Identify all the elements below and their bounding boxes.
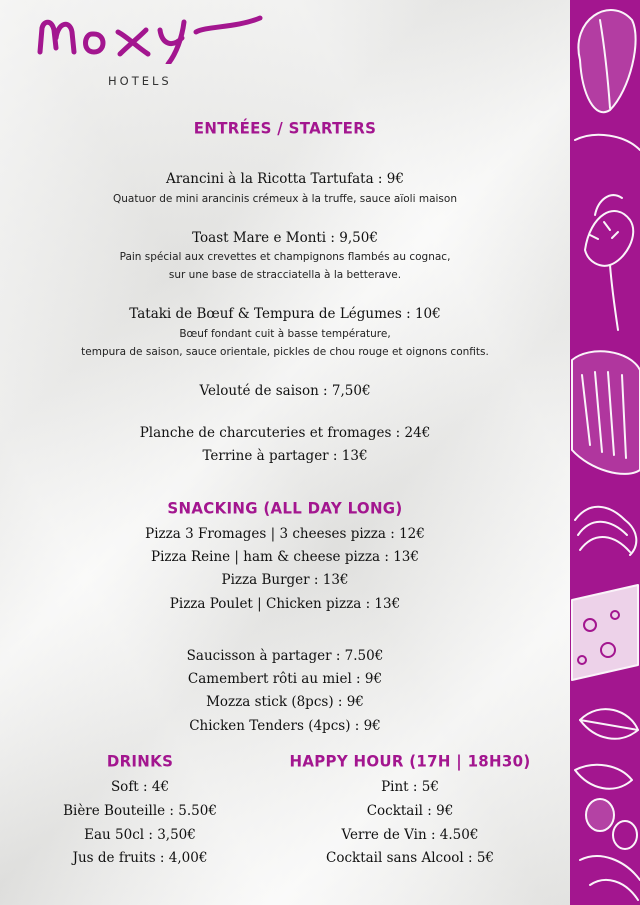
drink-item: Bière Bouteille : 5.50€	[63, 803, 217, 819]
snack-item: Pizza Reine | ham & cheese pizza : 13€	[151, 549, 419, 565]
happy-hour-item: Cocktail sans Alcool : 5€	[326, 850, 494, 866]
snacking-heading: SNACKING (ALL DAY LONG)	[167, 498, 403, 518]
starter-desc-toast-1: Pain spécial aux crevettes et champignons flambés au cognac,	[119, 251, 451, 263]
starter-item-arancini: Arancini à la Ricotta Tartufata : 9€	[166, 171, 404, 187]
food-doodle-icon	[570, 0, 640, 905]
drink-item: Jus de fruits : 4,00€	[72, 850, 208, 866]
starter-desc-tataki-2: tempura de saison, sauce orientale, pickles de chou rouge et oignons confits.	[81, 346, 489, 358]
starter-item-tataki: Tataki de Bœuf & Tempura de Légumes : 10€	[129, 306, 441, 322]
snack-item: Pizza Burger : 13€	[221, 572, 349, 588]
drinks-heading: DRINKS	[106, 751, 174, 771]
happy-hour-item: Pint : 5€	[381, 779, 439, 795]
drink-item: Soft : 4€	[110, 779, 170, 795]
snack-item: Pizza Poulet | Chicken pizza : 13€	[169, 596, 401, 612]
starters-heading: ENTRÉES / STARTERS	[193, 118, 377, 138]
moxy-wordmark-icon	[36, 8, 276, 64]
logo-subtitle: HOTELS	[108, 74, 172, 88]
snack-item: Camembert rôti au miel : 9€	[187, 671, 383, 687]
snack-item: Mozza stick (8pcs) : 9€	[206, 694, 364, 710]
starter-desc-toast-2: sur une base de stracciatella à la betterave.	[168, 269, 402, 281]
moxy-logo	[36, 8, 276, 88]
starter-item-toast: Toast Mare e Monti : 9,50€	[192, 230, 378, 246]
happy-hour-item: Cocktail : 9€	[366, 803, 454, 819]
starter-desc-arancini: Quatuor de mini arancinis crémeux à la truffe, sauce aïoli maison	[113, 193, 457, 205]
happy-hour-item: Verre de Vin : 4.50€	[341, 827, 479, 843]
starter-item-veloute: Velouté de saison : 7,50€	[199, 383, 371, 399]
starter-item-terrine: Terrine à partager : 13€	[202, 448, 368, 464]
starter-item-planche: Planche de charcuteries et fromages : 24€	[139, 425, 431, 441]
decorative-food-strip	[570, 0, 640, 905]
snack-item: Chicken Tenders (4pcs) : 9€	[189, 718, 381, 734]
snack-item: Saucisson à partager : 7.50€	[186, 648, 384, 664]
drink-item: Eau 50cl : 3,50€	[84, 827, 196, 843]
happy-hour-heading: HAPPY HOUR (17H | 18H30)	[289, 751, 531, 771]
snack-item: Pizza 3 Fromages | 3 cheeses pizza : 12€	[145, 526, 425, 542]
starter-desc-tataki-1: Bœuf fondant cuit à basse température,	[179, 328, 391, 340]
